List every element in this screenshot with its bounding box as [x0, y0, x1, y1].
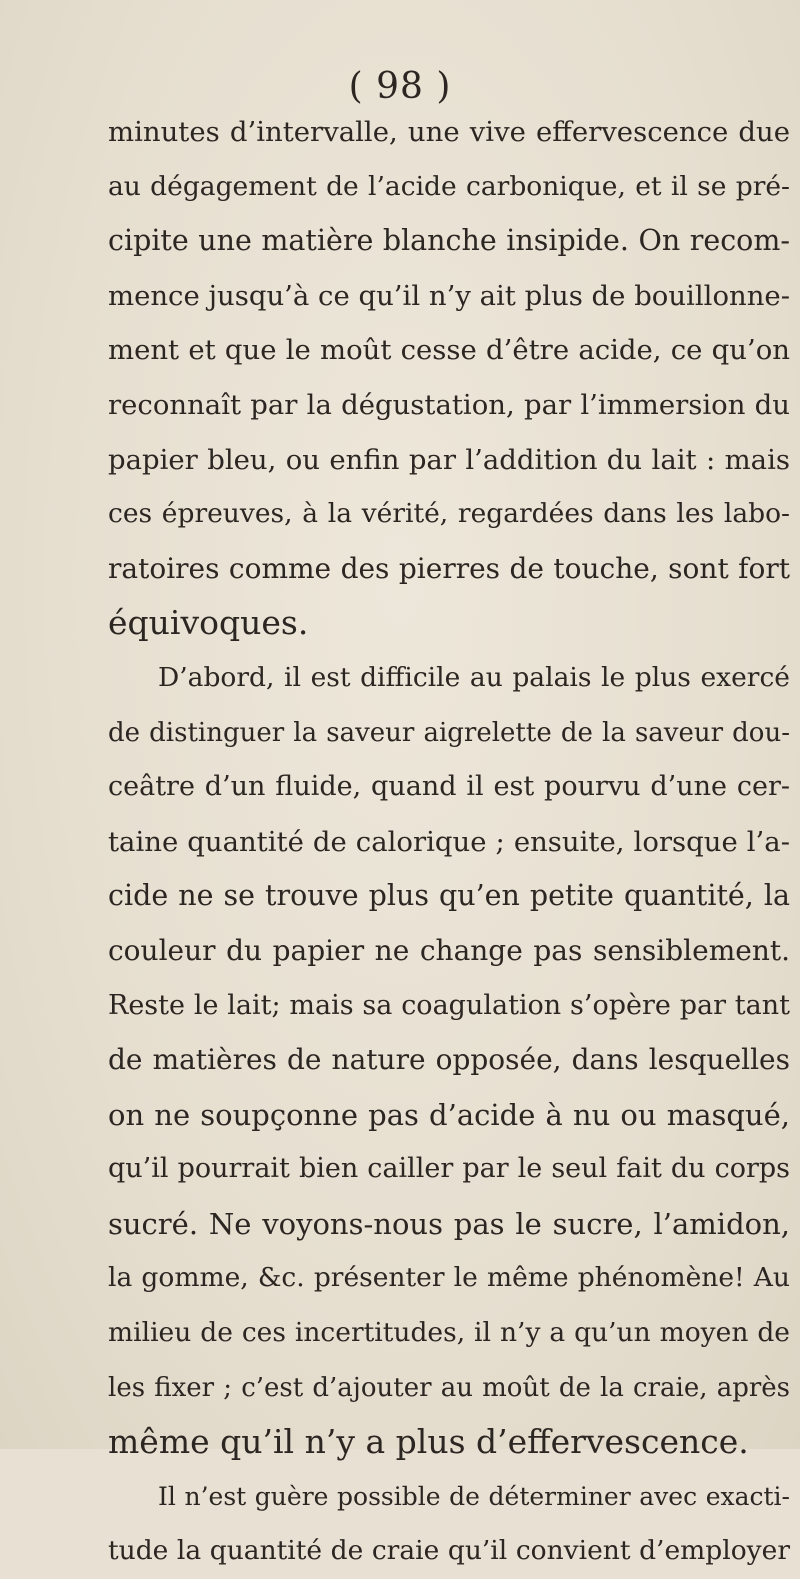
- text-line: tude la quantité de craie qu’il convient d’employer: [108, 1535, 790, 1567]
- text-line: couleur du papier ne change pas sensiblement.: [108, 933, 790, 967]
- text-line: de matières de nature opposée, dans lesquelles: [108, 1043, 790, 1077]
- text-line: Il n’est guère possible de déterminer avec exacti-: [158, 1481, 790, 1511]
- text-line: équivoques.: [108, 603, 309, 643]
- text-line: même qu’il n’y a plus d’effervescence.: [108, 1422, 749, 1462]
- text-line: minutes d’intervalle, une vive effervescence due: [108, 116, 790, 148]
- text-line: au dégagement de l’acide carbonique, et il se pré-: [108, 170, 790, 202]
- text-line: reconnaît par la dégustation, par l’immersion du: [108, 388, 790, 421]
- text-line: taine quantité de calorique ; ensuite, lorsque l’a-: [108, 825, 790, 858]
- text-line: sucré. Ne voyons-nous pas le sucre, l’amidon,: [108, 1206, 790, 1241]
- text-line: D’abord, il est difficile au palais le plus exercé: [158, 661, 790, 693]
- text-line: Reste le lait; mais sa coagulation s’opère par tant: [108, 989, 790, 1021]
- text-line: cide ne se trouve plus qu’en petite quantité, la: [108, 879, 790, 913]
- text-line: on ne soupçonne pas d’acide à nu ou masqué,: [108, 1097, 790, 1132]
- text-line: ment et que le moût cesse d’être acide, ce qu’on: [108, 334, 790, 367]
- text-line: qu’il pourrait bien cailler par le seul fait du corps: [108, 1153, 790, 1185]
- text-line: la gomme, &c. présenter le même phénomène! Au: [108, 1262, 790, 1294]
- text-line: ces épreuves, à la vérité, regardées dans les labo-: [108, 498, 790, 530]
- text-line: mence jusqu’à ce qu’il n’y ait plus de bouillonne-: [108, 279, 790, 312]
- text-line: ratoires comme des pierres de touche, sont fort: [108, 551, 790, 585]
- text-line: papier bleu, ou enfin par l’addition du lait : mais: [108, 443, 790, 476]
- page-number: ( 98 ): [348, 66, 452, 107]
- text-line: de distinguer la saveur aigrelette de la saveur dou-: [108, 717, 790, 748]
- text-line: ceâtre d’un fluide, quand il est pourvu d’une cer-: [108, 771, 790, 803]
- text-line: les fixer ; c’est d’ajouter au moût de la craie, après: [108, 1372, 790, 1403]
- text-line: cipite une matière blanche insipide. On recom-: [108, 224, 790, 258]
- body-text: [108, 105, 790, 1579]
- text-line: milieu de ces incertitudes, il n’y a qu’un moyen de: [108, 1317, 790, 1349]
